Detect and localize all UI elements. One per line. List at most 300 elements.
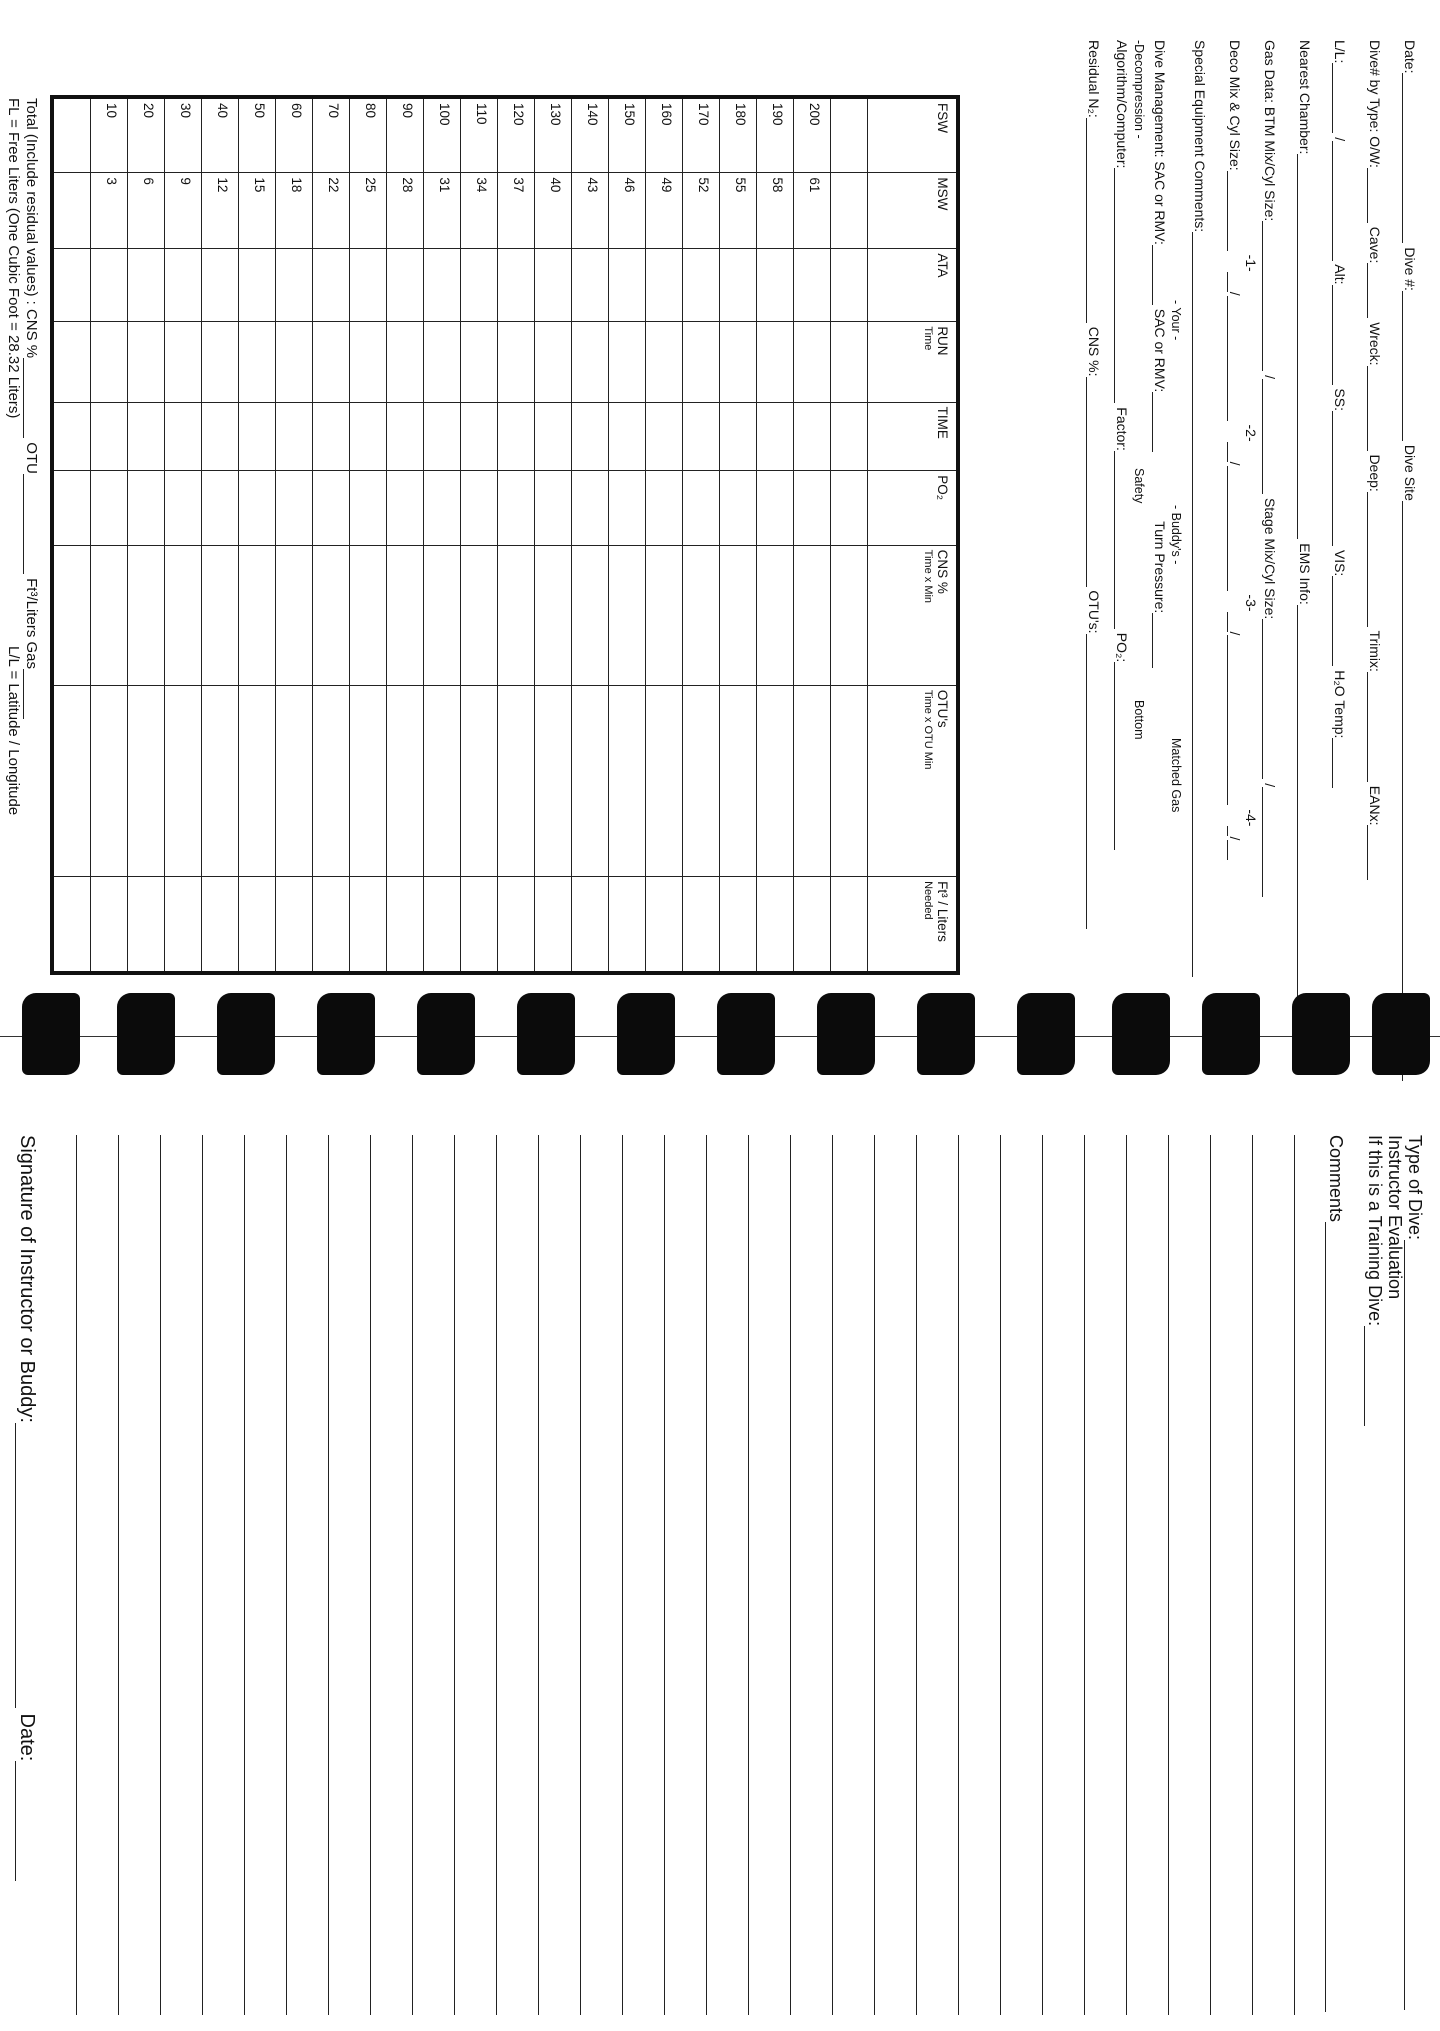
entry-cell[interactable] [165, 685, 202, 876]
entry-cell[interactable] [498, 322, 535, 402]
stage-slash: / [1262, 783, 1278, 788]
entry-cell[interactable] [91, 471, 128, 545]
table-row [202, 97, 239, 973]
signature-row [15, 1135, 38, 1881]
entry-cell[interactable] [498, 685, 535, 876]
nearest-chamber-label: Nearest Chamber: [1297, 40, 1313, 155]
entry-cell[interactable] [276, 402, 313, 471]
header-row-12 [1086, 40, 1102, 929]
entry-cell[interactable] [52, 249, 91, 322]
gas-planning-table [50, 95, 960, 975]
ow-blank[interactable] [1367, 168, 1380, 223]
entry-cell[interactable] [461, 402, 498, 471]
entry-cell[interactable] [572, 545, 609, 685]
entry-cell[interactable] [535, 471, 572, 545]
header-row-11 [1114, 40, 1130, 850]
vis-blank[interactable] [1332, 576, 1345, 666]
table-row [498, 97, 535, 973]
totals-gas-blank[interactable] [23, 669, 37, 719]
entry-cell[interactable] [239, 545, 276, 685]
deco-1b-blank[interactable] [1227, 272, 1240, 292]
comment-rule-line[interactable] [496, 1135, 497, 2015]
entry-cell[interactable] [794, 545, 831, 685]
entry-cell[interactable] [535, 877, 572, 973]
entry-cell[interactable] [794, 322, 831, 402]
entry-cell[interactable] [609, 685, 646, 876]
entry-cell[interactable] [683, 685, 720, 876]
buddy-sac-label: SAC or RMV: [1152, 308, 1168, 393]
deco-3a-blank[interactable] [1227, 466, 1240, 591]
comment-rule-line[interactable] [916, 1135, 917, 2015]
comment-rule-line[interactable] [412, 1135, 413, 2015]
entry-cell[interactable] [683, 322, 720, 402]
entry-cell[interactable] [128, 402, 165, 471]
entry-cell[interactable] [683, 402, 720, 471]
entry-cell[interactable] [313, 685, 350, 876]
turn-pressure-blank[interactable] [1152, 613, 1165, 668]
entry-cell[interactable] [720, 877, 757, 973]
entry-cell[interactable] [276, 545, 313, 685]
entry-cell[interactable] [831, 685, 868, 876]
entry-cell[interactable] [350, 471, 387, 545]
deco-1a-blank[interactable] [1227, 171, 1240, 251]
signature-date-blank[interactable] [15, 1761, 34, 1881]
factor-blank[interactable] [1114, 451, 1127, 629]
entry-cell[interactable] [202, 402, 239, 471]
entry-cell[interactable] [831, 322, 868, 402]
comment-rule-line[interactable] [580, 1135, 581, 2015]
binding-coil [717, 993, 775, 1075]
totals-line [23, 98, 40, 719]
free-liters-note: FL = Free Liters (One Cubic Foot = 28.32 Liters) [5, 98, 22, 419]
entry-cell[interactable] [609, 877, 646, 973]
entry-cell[interactable] [794, 685, 831, 876]
comment-rule-line[interactable] [874, 1135, 875, 2015]
entry-cell[interactable] [720, 471, 757, 545]
comment-rule-line[interactable] [1126, 1135, 1127, 2015]
entry-cell[interactable] [313, 877, 350, 973]
binding-coil [1202, 993, 1260, 1075]
comment-rule-line[interactable] [454, 1135, 455, 2015]
entry-cell[interactable] [239, 685, 276, 876]
comment-rule-line[interactable] [1168, 1135, 1169, 2015]
comment-rule-line[interactable] [286, 1135, 287, 2015]
deco-2b-blank[interactable] [1227, 442, 1240, 462]
entry-cell[interactable] [424, 471, 461, 545]
entry-cell[interactable] [387, 471, 424, 545]
entry-cell[interactable] [350, 545, 387, 685]
fsw-cell [52, 97, 91, 173]
table-header-row [868, 97, 959, 973]
entry-cell[interactable] [498, 249, 535, 322]
comment-rule-line[interactable] [1252, 1135, 1253, 2015]
deco-4a-blank[interactable] [1227, 635, 1240, 805]
entry-cell[interactable] [461, 249, 498, 322]
btm-cyl-blank[interactable] [1262, 379, 1275, 494]
entry-cell[interactable] [498, 471, 535, 545]
deco-2a-blank[interactable] [1227, 296, 1240, 421]
entry-cell[interactable] [202, 877, 239, 973]
entry-cell[interactable] [424, 877, 461, 973]
entry-cell[interactable] [128, 249, 165, 322]
entry-cell[interactable] [387, 249, 424, 322]
entry-cell[interactable] [387, 877, 424, 973]
entry-cell[interactable] [128, 685, 165, 876]
comment-rule-line[interactable] [958, 1135, 959, 2015]
fsw-cell: 90 [387, 97, 424, 173]
entry-cell[interactable] [424, 685, 461, 876]
entry-cell[interactable] [313, 545, 350, 685]
entry-cell[interactable] [91, 877, 128, 973]
header-otus: OTU's Time x OTU Min [868, 685, 959, 876]
vis-label: VIS: [1332, 549, 1348, 577]
entry-cell[interactable] [646, 471, 683, 545]
entry-cell[interactable] [683, 249, 720, 322]
entry-cell[interactable] [239, 877, 276, 973]
entry-cell[interactable] [424, 322, 461, 402]
signature-date-label: Date: [16, 1713, 38, 1762]
long-blank[interactable] [1332, 141, 1345, 261]
entry-cell[interactable] [831, 249, 868, 322]
entry-cell[interactable] [424, 402, 461, 471]
comment-rule-line[interactable] [622, 1135, 623, 2015]
deco-slash-1: / [1227, 291, 1243, 296]
binding-coil [417, 993, 475, 1075]
entry-cell[interactable] [424, 545, 461, 685]
table-row [350, 97, 387, 973]
entry-cell[interactable] [239, 322, 276, 402]
comments-label: Comments [1326, 1135, 1346, 1223]
comment-rule-line[interactable] [370, 1135, 371, 2015]
h2o-temp-blank[interactable] [1332, 738, 1345, 788]
deep-blank[interactable] [1367, 492, 1380, 627]
entry-cell[interactable] [498, 877, 535, 973]
entry-cell[interactable] [535, 545, 572, 685]
entry-cell[interactable] [498, 402, 535, 471]
ems-info-label: EMS Info: [1297, 543, 1313, 605]
entry-cell[interactable] [128, 471, 165, 545]
deco-3b-blank[interactable] [1227, 612, 1240, 632]
entry-cell[interactable] [313, 249, 350, 322]
entry-cell[interactable] [572, 249, 609, 322]
entry-cell[interactable] [720, 545, 757, 685]
totals-cns-blank[interactable] [23, 358, 37, 438]
entry-cell[interactable] [461, 322, 498, 402]
header-fsw: FSW [868, 97, 959, 173]
comment-rule-line[interactable] [1084, 1135, 1085, 2015]
entry-cell[interactable] [350, 877, 387, 973]
lat-long-note: L/L = Latitude / Longitude [5, 646, 22, 816]
fsw-cell: 160 [646, 97, 683, 173]
comments-row [1325, 1135, 1347, 2012]
comment-rule-line[interactable] [1042, 1135, 1043, 2015]
entry-cell[interactable] [831, 402, 868, 471]
deco-4c-blank[interactable] [1227, 840, 1240, 860]
msw-cell: 31 [424, 173, 461, 249]
fsw-cell: 140 [572, 97, 609, 173]
header-row-1 [1402, 40, 1418, 1081]
stage-mix-label: Stage Mix/Cyl Size: [1262, 497, 1278, 620]
entry-cell[interactable] [609, 402, 646, 471]
entry-cell[interactable] [572, 471, 609, 545]
entry-cell[interactable] [757, 877, 794, 973]
entry-cell[interactable] [52, 685, 91, 876]
entry-cell[interactable] [646, 402, 683, 471]
entry-cell[interactable] [387, 545, 424, 685]
table-row [831, 97, 868, 973]
entry-cell[interactable] [350, 402, 387, 471]
cns-blank[interactable] [1086, 377, 1099, 587]
entry-cell[interactable] [535, 249, 572, 322]
alt-blank[interactable] [1332, 285, 1345, 385]
deep-label: Deep: [1367, 454, 1383, 492]
entry-cell[interactable] [387, 322, 424, 402]
entry-cell[interactable] [202, 249, 239, 322]
entry-cell[interactable] [52, 545, 91, 685]
table-row [313, 97, 350, 973]
comment-rule-line[interactable] [664, 1135, 665, 2015]
entry-cell[interactable] [683, 545, 720, 685]
table-row [535, 97, 572, 973]
entry-cell[interactable] [91, 545, 128, 685]
nearest-chamber-blank[interactable] [1297, 154, 1310, 539]
header-po2: PO₂ [868, 471, 959, 545]
comment-rule-line[interactable] [1210, 1135, 1211, 2015]
entry-cell[interactable] [313, 402, 350, 471]
bottom-po2-blank[interactable] [1114, 662, 1127, 850]
entry-cell[interactable] [757, 249, 794, 322]
entry-cell[interactable] [572, 402, 609, 471]
totals-otu-blank[interactable] [23, 474, 37, 574]
entry-cell[interactable] [831, 545, 868, 685]
eanx-blank[interactable] [1367, 825, 1380, 880]
entry-cell[interactable] [609, 322, 646, 402]
entry-cell[interactable] [276, 877, 313, 973]
entry-cell[interactable] [91, 322, 128, 402]
binding-coil [317, 993, 375, 1075]
msw-cell: 55 [720, 173, 757, 249]
entry-cell[interactable] [720, 249, 757, 322]
entry-cell[interactable] [165, 877, 202, 973]
footnote-line [5, 98, 22, 978]
entry-cell[interactable] [350, 322, 387, 402]
comment-rule-line[interactable] [538, 1135, 539, 2015]
your-sac-blank[interactable] [1152, 245, 1165, 305]
entry-cell[interactable] [646, 249, 683, 322]
entry-cell[interactable] [165, 545, 202, 685]
entry-cell[interactable] [276, 322, 313, 402]
entry-cell[interactable] [165, 249, 202, 322]
entry-cell[interactable] [128, 322, 165, 402]
fsw-cell: 70 [313, 97, 350, 173]
entry-cell[interactable] [128, 545, 165, 685]
entry-cell[interactable] [313, 471, 350, 545]
trimix-blank[interactable] [1367, 672, 1380, 782]
safety-label: Safety [1132, 468, 1146, 504]
signature-blank[interactable] [15, 1423, 34, 1708]
date-label: Date: [1402, 40, 1418, 74]
comments-first-line[interactable] [1325, 1222, 1342, 2012]
fsw-cell: 80 [350, 97, 387, 173]
ss-blank[interactable] [1332, 411, 1345, 546]
entry-cell[interactable] [646, 322, 683, 402]
entry-cell[interactable] [276, 471, 313, 545]
comment-rule-line[interactable] [1294, 1135, 1295, 2015]
date-blank[interactable] [1402, 73, 1415, 243]
entry-cell[interactable] [535, 322, 572, 402]
header-run-time: RUN Time [868, 322, 959, 402]
entry-cell[interactable] [646, 545, 683, 685]
entry-cell[interactable] [128, 877, 165, 973]
btm-mix-blank[interactable] [1262, 221, 1275, 371]
totals-otu-label: OTU [23, 442, 40, 474]
binding-coil [1017, 993, 1075, 1075]
entry-cell[interactable] [535, 685, 572, 876]
entry-cell[interactable] [165, 402, 202, 471]
entry-cell[interactable] [794, 877, 831, 973]
comment-rule-line[interactable] [1000, 1135, 1001, 2015]
cave-label: Cave: [1367, 226, 1383, 264]
entry-cell[interactable] [572, 685, 609, 876]
entry-cell[interactable] [91, 249, 128, 322]
entry-cell[interactable] [239, 402, 276, 471]
dive-log-page [0, 0, 1440, 975]
otus-blank[interactable] [1086, 634, 1099, 929]
comment-rule-line[interactable] [202, 1135, 203, 2015]
comment-rule-line[interactable] [160, 1135, 161, 2015]
entry-cell[interactable] [646, 877, 683, 973]
comment-rule-line[interactable] [328, 1135, 329, 2015]
entry-cell[interactable] [202, 685, 239, 876]
binding-coil [817, 993, 875, 1075]
entry-cell[interactable] [313, 322, 350, 402]
entry-cell[interactable] [794, 402, 831, 471]
dive-num-blank[interactable] [1402, 291, 1415, 441]
msw-cell: 61 [794, 173, 831, 249]
entry-cell[interactable] [757, 402, 794, 471]
table-row [91, 97, 128, 973]
entry-cell[interactable] [757, 545, 794, 685]
entry-cell[interactable] [609, 249, 646, 322]
entry-cell[interactable] [202, 545, 239, 685]
entry-cell[interactable] [350, 685, 387, 876]
entry-cell[interactable] [646, 685, 683, 876]
entry-cell[interactable] [461, 471, 498, 545]
msw-cell: 12 [202, 173, 239, 249]
entry-cell[interactable] [794, 249, 831, 322]
deco-num-1: -1- [1243, 254, 1259, 272]
comment-rule-line[interactable] [244, 1135, 245, 2015]
entry-cell[interactable] [461, 877, 498, 973]
entry-cell[interactable] [387, 685, 424, 876]
deco-4b-blank[interactable] [1227, 826, 1240, 836]
entry-cell[interactable] [757, 471, 794, 545]
entry-cell[interactable] [165, 322, 202, 402]
entry-cell[interactable] [498, 545, 535, 685]
comment-rule-line[interactable] [790, 1135, 791, 2015]
entry-cell[interactable] [239, 471, 276, 545]
entry-cell[interactable] [387, 402, 424, 471]
entry-cell[interactable] [91, 402, 128, 471]
entry-cell[interactable] [757, 685, 794, 876]
wreck-blank[interactable] [1367, 366, 1380, 451]
entry-cell[interactable] [276, 249, 313, 322]
trimix-label: Trimix: [1367, 630, 1383, 672]
type-of-dive-blank[interactable] [1404, 1240, 1421, 2010]
msw-cell: 28 [387, 173, 424, 249]
entry-cell[interactable] [52, 877, 91, 973]
fsw-cell: 200 [794, 97, 831, 173]
binding-coil [917, 993, 975, 1075]
entry-cell[interactable] [720, 402, 757, 471]
decompression-label: -Decompression - [1132, 40, 1146, 139]
entry-cell[interactable] [794, 471, 831, 545]
comment-rule-line[interactable] [118, 1135, 119, 2015]
table-row [794, 97, 831, 973]
entry-cell[interactable] [683, 471, 720, 545]
fsw-cell: 60 [276, 97, 313, 173]
algorithm-blank[interactable] [1114, 168, 1127, 403]
entry-cell[interactable] [831, 877, 868, 973]
lat-blank[interactable] [1332, 63, 1345, 133]
entry-cell[interactable] [535, 402, 572, 471]
comment-rule-line[interactable] [76, 1135, 77, 2015]
entry-cell[interactable] [239, 249, 276, 322]
entry-cell[interactable] [91, 685, 128, 876]
entry-cell[interactable] [202, 322, 239, 402]
cave-blank[interactable] [1367, 263, 1380, 318]
comment-rule-line[interactable] [706, 1135, 707, 2015]
comment-rule-line[interactable] [832, 1135, 833, 2015]
entry-cell[interactable] [52, 322, 91, 402]
entry-cell[interactable] [572, 322, 609, 402]
table-row [646, 97, 683, 973]
entry-cell[interactable] [720, 322, 757, 402]
table-row [720, 97, 757, 973]
entry-cell[interactable] [757, 322, 794, 402]
entry-cell[interactable] [424, 249, 461, 322]
entry-cell[interactable] [831, 471, 868, 545]
entry-cell[interactable] [350, 249, 387, 322]
residual-n2-blank[interactable] [1086, 118, 1099, 323]
entry-cell[interactable] [52, 402, 91, 471]
binding-coil [1112, 993, 1170, 1075]
instructor-evaluation-heading: Instructor Evaluation [1385, 1135, 1405, 1300]
entry-cell[interactable] [720, 685, 757, 876]
entry-cell[interactable] [202, 471, 239, 545]
entry-cell[interactable] [276, 685, 313, 876]
header-row-9 [1152, 40, 1168, 668]
entry-cell[interactable] [165, 471, 202, 545]
table-row [424, 97, 461, 973]
entry-cell[interactable] [609, 545, 646, 685]
fsw-cell: 50 [239, 97, 276, 173]
buddy-sac-blank[interactable] [1152, 392, 1165, 452]
entry-cell[interactable] [461, 685, 498, 876]
entry-cell[interactable] [52, 471, 91, 545]
special-equipment-blank[interactable] [1192, 232, 1205, 977]
stage-cyl-blank[interactable] [1262, 787, 1275, 897]
entry-cell[interactable] [461, 545, 498, 685]
entry-cell[interactable] [572, 877, 609, 973]
stage-mix-blank[interactable] [1262, 619, 1275, 779]
entry-cell[interactable] [609, 471, 646, 545]
msw-cell [52, 173, 91, 249]
entry-cell[interactable] [683, 877, 720, 973]
header-row-6 [1227, 40, 1259, 860]
comment-rule-line[interactable] [748, 1135, 749, 2015]
training-dive-blank[interactable] [1364, 1326, 1381, 1426]
